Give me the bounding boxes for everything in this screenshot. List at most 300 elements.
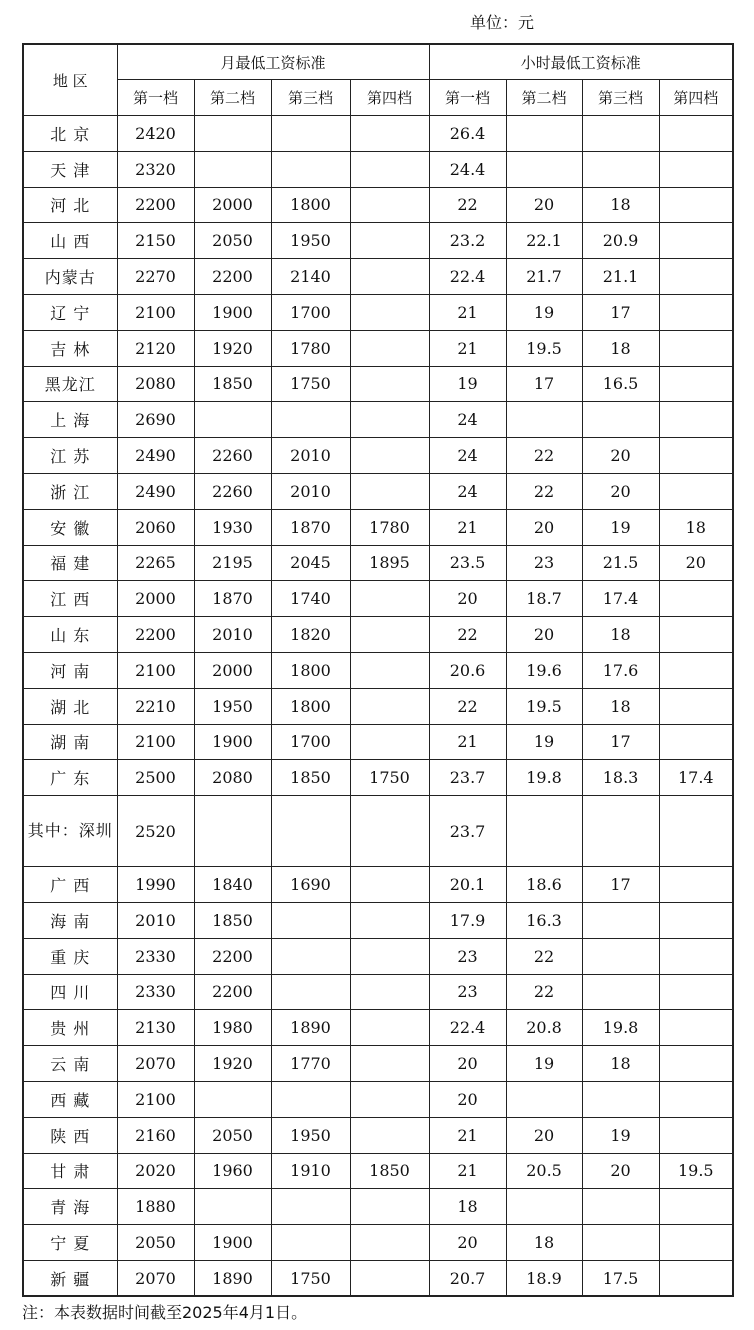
monthly-tier-1-cell: 2320 xyxy=(117,151,194,187)
hourly-tier-1-cell: 24 xyxy=(429,438,506,474)
hourly-tier-4-cell xyxy=(659,330,733,366)
monthly-tier-2-cell: 1930 xyxy=(194,509,271,545)
hourly-tier-2-cell xyxy=(506,796,582,867)
hourly-tier-4-cell xyxy=(659,366,733,402)
monthly-tier-3-cell: 1700 xyxy=(271,294,350,330)
hourly-tier-1-cell: 20.1 xyxy=(429,867,506,903)
hourly-tier-2-cell xyxy=(506,1189,582,1225)
table-row xyxy=(23,688,733,724)
hourly-tier-1-cell: 23.7 xyxy=(429,796,506,867)
hourly-tier-4-cell xyxy=(659,902,733,938)
hourly-tier-3-cell xyxy=(582,938,659,974)
hourly-tier-4-cell xyxy=(659,1081,733,1117)
monthly-tier-1-cell: 2270 xyxy=(117,259,194,295)
hourly-tier-2-cell: 19.5 xyxy=(506,688,582,724)
table-row xyxy=(23,1189,733,1225)
table-row xyxy=(23,473,733,509)
hourly-tier-1-cell: 21 xyxy=(429,1153,506,1189)
monthly-tier-1-header: 第一档 xyxy=(117,80,194,116)
hourly-tier-1-cell: 23.7 xyxy=(429,760,506,796)
monthly-tier-3-cell xyxy=(271,1225,350,1261)
monthly-tier-1-cell: 2080 xyxy=(117,366,194,402)
hourly-tier-4-cell xyxy=(659,617,733,653)
hourly-tier-1-cell: 20 xyxy=(429,1046,506,1082)
hourly-tier-3-cell: 18 xyxy=(582,330,659,366)
monthly-tier-1-cell: 2130 xyxy=(117,1010,194,1046)
region-cell: 福 建 xyxy=(23,545,117,581)
monthly-tier-4-cell xyxy=(350,438,429,474)
monthly-tier-4-cell xyxy=(350,402,429,438)
monthly-tier-4-cell: 1750 xyxy=(350,760,429,796)
monthly-tier-1-cell: 2210 xyxy=(117,688,194,724)
monthly-tier-1-cell: 1990 xyxy=(117,867,194,903)
hourly-tier-2-cell xyxy=(506,151,582,187)
hourly-tier-2-cell xyxy=(506,402,582,438)
hourly-tier-1-cell: 21 xyxy=(429,509,506,545)
hourly-tier-2-cell: 22 xyxy=(506,938,582,974)
hourly-tier-4-cell xyxy=(659,688,733,724)
monthly-tier-2-cell: 2050 xyxy=(194,223,271,259)
monthly-tier-2-cell: 2080 xyxy=(194,760,271,796)
monthly-tier-1-cell: 2150 xyxy=(117,223,194,259)
table-row xyxy=(23,1046,733,1082)
table-row xyxy=(23,938,733,974)
table-row xyxy=(23,1225,733,1261)
hourly-tier-1-cell: 23.5 xyxy=(429,545,506,581)
monthly-tier-2-cell: 1900 xyxy=(194,294,271,330)
hourly-tier-4-cell: 18 xyxy=(659,509,733,545)
monthly-tier-4-cell: 1850 xyxy=(350,1153,429,1189)
region-cell: 天 津 xyxy=(23,151,117,187)
hourly-tier-3-cell: 20.9 xyxy=(582,223,659,259)
monthly-tier-1-cell: 2000 xyxy=(117,581,194,617)
monthly-tier-3-cell xyxy=(271,402,350,438)
monthly-tier-2-cell xyxy=(194,1189,271,1225)
minimum-wage-table xyxy=(22,43,734,1297)
table-row xyxy=(23,116,733,152)
region-cell: 广 东 xyxy=(23,760,117,796)
hourly-tier-1-cell: 26.4 xyxy=(429,116,506,152)
hourly-tier-2-cell: 19.8 xyxy=(506,760,582,796)
hourly-tier-2-cell: 20 xyxy=(506,187,582,223)
hourly-tier-2-cell: 20 xyxy=(506,509,582,545)
hourly-tier-4-cell xyxy=(659,1046,733,1082)
hourly-tier-2-cell: 19 xyxy=(506,724,582,760)
region-cell: 山 东 xyxy=(23,617,117,653)
monthly-tier-2-cell xyxy=(194,402,271,438)
region-cell: 河 南 xyxy=(23,652,117,688)
monthly-tier-4-cell xyxy=(350,259,429,295)
monthly-tier-1-cell: 1880 xyxy=(117,1189,194,1225)
monthly-tier-3-cell: 1700 xyxy=(271,724,350,760)
hourly-tier-3-cell: 17 xyxy=(582,867,659,903)
hourly-tier-3-cell: 20 xyxy=(582,438,659,474)
hourly-tier-4-cell xyxy=(659,259,733,295)
monthly-tier-3-cell xyxy=(271,938,350,974)
table-row xyxy=(23,1153,733,1189)
hourly-tier-4-cell xyxy=(659,438,733,474)
monthly-tier-2-cell: 1870 xyxy=(194,581,271,617)
region-cell: 重 庆 xyxy=(23,938,117,974)
monthly-tier-3-cell: 1780 xyxy=(271,330,350,366)
monthly-tier-2-cell: 1840 xyxy=(194,867,271,903)
region-cell: 内蒙古 xyxy=(23,259,117,295)
monthly-tier-2-cell: 2010 xyxy=(194,617,271,653)
hourly-tier-1-cell: 20.7 xyxy=(429,1260,506,1296)
monthly-tier-2-cell: 2000 xyxy=(194,652,271,688)
monthly-tier-1-cell: 2020 xyxy=(117,1153,194,1189)
hourly-tier-3-cell xyxy=(582,1225,659,1261)
hourly-tier-4-cell xyxy=(659,473,733,509)
hourly-tier-4-cell: 17.4 xyxy=(659,760,733,796)
table-row xyxy=(23,509,733,545)
region-cell: 浙 江 xyxy=(23,473,117,509)
hourly-tier-1-cell: 21 xyxy=(429,294,506,330)
hourly-tier-3-cell: 17.6 xyxy=(582,652,659,688)
monthly-tier-3-cell xyxy=(271,151,350,187)
table-row xyxy=(23,366,733,402)
hourly-tier-3-cell: 20 xyxy=(582,473,659,509)
monthly-tier-2-cell: 2260 xyxy=(194,438,271,474)
region-cell: 云 南 xyxy=(23,1046,117,1082)
monthly-tier-1-cell: 2120 xyxy=(117,330,194,366)
region-cell: 河 北 xyxy=(23,187,117,223)
table-row xyxy=(23,617,733,653)
region-cell: 宁 夏 xyxy=(23,1225,117,1261)
monthly-tier-1-cell: 2010 xyxy=(117,902,194,938)
hourly-tier-3-cell: 20 xyxy=(582,1153,659,1189)
hourly-tier-1-cell: 22 xyxy=(429,688,506,724)
region-cell: 新 疆 xyxy=(23,1260,117,1296)
table-body xyxy=(23,116,733,1297)
monthly-tier-2-cell: 2000 xyxy=(194,187,271,223)
monthly-tier-3-header: 第三档 xyxy=(271,80,350,116)
hourly-tier-2-cell: 20 xyxy=(506,617,582,653)
hourly-tier-4-cell xyxy=(659,294,733,330)
monthly-tier-2-cell: 1850 xyxy=(194,902,271,938)
region-cell: 湖 北 xyxy=(23,688,117,724)
hourly-tier-3-cell xyxy=(582,1081,659,1117)
hourly-tier-2-cell xyxy=(506,1081,582,1117)
monthly-tier-4-cell xyxy=(350,617,429,653)
region-cell: 安 徽 xyxy=(23,509,117,545)
region-cell: 陕 西 xyxy=(23,1117,117,1153)
hourly-tier-1-cell: 21 xyxy=(429,724,506,760)
monthly-tier-1-cell: 2490 xyxy=(117,438,194,474)
monthly-tier-2-cell xyxy=(194,151,271,187)
hourly-tier-1-cell: 23 xyxy=(429,974,506,1010)
hourly-tier-3-cell xyxy=(582,116,659,152)
hourly-tier-2-cell: 20.8 xyxy=(506,1010,582,1046)
region-cell: 江 西 xyxy=(23,581,117,617)
table-row xyxy=(23,187,733,223)
hourly-tier-3-cell: 17.5 xyxy=(582,1260,659,1296)
hourly-tier-2-cell: 22 xyxy=(506,974,582,1010)
monthly-tier-1-cell: 2520 xyxy=(117,796,194,867)
hourly-tier-1-cell: 20 xyxy=(429,581,506,617)
hourly-tier-3-cell xyxy=(582,402,659,438)
monthly-tier-4-cell xyxy=(350,1189,429,1225)
monthly-tier-4-cell: 1895 xyxy=(350,545,429,581)
hourly-tier-2-cell: 19.6 xyxy=(506,652,582,688)
hourly-tier-3-cell xyxy=(582,151,659,187)
region-cell: 海 南 xyxy=(23,902,117,938)
monthly-tier-3-cell xyxy=(271,1189,350,1225)
monthly-tier-4-cell xyxy=(350,938,429,974)
hourly-tier-3-cell: 17 xyxy=(582,294,659,330)
table-row xyxy=(23,1260,733,1296)
hourly-tier-2-cell: 19.5 xyxy=(506,330,582,366)
table-row xyxy=(23,402,733,438)
monthly-tier-4-cell xyxy=(350,473,429,509)
table-row xyxy=(23,867,733,903)
hourly-tier-4-cell xyxy=(659,796,733,867)
monthly-tier-1-cell: 2100 xyxy=(117,1081,194,1117)
monthly-tier-4-cell xyxy=(350,1081,429,1117)
monthly-tier-4-cell xyxy=(350,796,429,867)
table-row xyxy=(23,1081,733,1117)
hourly-tier-3-cell: 18 xyxy=(582,1046,659,1082)
monthly-tier-2-cell xyxy=(194,796,271,867)
monthly-tier-1-cell: 2060 xyxy=(117,509,194,545)
table-row xyxy=(23,724,733,760)
region-cell: 四 川 xyxy=(23,974,117,1010)
monthly-tier-1-cell: 2070 xyxy=(117,1260,194,1296)
monthly-tier-4-cell xyxy=(350,724,429,760)
monthly-tier-3-cell: 1850 xyxy=(271,760,350,796)
monthly-tier-2-cell: 2195 xyxy=(194,545,271,581)
monthly-tier-4-cell xyxy=(350,1260,429,1296)
monthly-tier-2-cell xyxy=(194,116,271,152)
table-row xyxy=(23,652,733,688)
hourly-tier-2-cell xyxy=(506,116,582,152)
monthly-tier-1-cell: 2265 xyxy=(117,545,194,581)
monthly-tier-3-cell: 1800 xyxy=(271,652,350,688)
hourly-header: 小时最低工资标准 xyxy=(429,44,733,80)
hourly-tier-1-cell: 22 xyxy=(429,617,506,653)
monthly-tier-4-cell xyxy=(350,116,429,152)
hourly-tier-4-cell xyxy=(659,938,733,974)
region-header: 地 区 xyxy=(23,44,117,116)
table-row xyxy=(23,151,733,187)
hourly-tier-4-cell xyxy=(659,867,733,903)
hourly-tier-1-cell: 18 xyxy=(429,1189,506,1225)
monthly-tier-3-cell: 1910 xyxy=(271,1153,350,1189)
monthly-tier-2-cell: 2200 xyxy=(194,974,271,1010)
hourly-tier-2-cell: 18 xyxy=(506,1225,582,1261)
hourly-tier-4-cell xyxy=(659,581,733,617)
monthly-tier-3-cell xyxy=(271,1081,350,1117)
hourly-tier-4-cell xyxy=(659,974,733,1010)
hourly-tier-2-cell: 20 xyxy=(506,1117,582,1153)
hourly-tier-2-header: 第二档 xyxy=(506,80,582,116)
hourly-tier-2-cell: 19 xyxy=(506,294,582,330)
hourly-tier-4-cell xyxy=(659,1117,733,1153)
hourly-tier-3-cell: 19 xyxy=(582,1117,659,1153)
monthly-tier-2-cell: 1980 xyxy=(194,1010,271,1046)
hourly-tier-4-cell xyxy=(659,1260,733,1296)
monthly-tier-4-cell xyxy=(350,223,429,259)
monthly-tier-4-cell xyxy=(350,1046,429,1082)
hourly-tier-2-cell: 22 xyxy=(506,438,582,474)
hourly-tier-1-cell: 19 xyxy=(429,366,506,402)
hourly-tier-4-cell xyxy=(659,116,733,152)
region-cell: 西 藏 xyxy=(23,1081,117,1117)
table-row xyxy=(23,760,733,796)
table-row xyxy=(23,330,733,366)
hourly-tier-4-cell: 20 xyxy=(659,545,733,581)
hourly-tier-2-cell: 19 xyxy=(506,1046,582,1082)
hourly-tier-3-cell: 18 xyxy=(582,617,659,653)
monthly-tier-4-cell xyxy=(350,688,429,724)
hourly-tier-2-cell: 16.3 xyxy=(506,902,582,938)
monthly-tier-3-cell xyxy=(271,796,350,867)
monthly-tier-2-cell: 2200 xyxy=(194,938,271,974)
region-cell: 黑龙江 xyxy=(23,366,117,402)
hourly-tier-1-cell: 22 xyxy=(429,187,506,223)
hourly-tier-4-cell xyxy=(659,223,733,259)
monthly-tier-2-cell: 1920 xyxy=(194,330,271,366)
monthly-tier-3-cell: 1820 xyxy=(271,617,350,653)
hourly-tier-3-cell: 18.3 xyxy=(582,760,659,796)
hourly-tier-4-cell xyxy=(659,1225,733,1261)
hourly-tier-3-cell xyxy=(582,974,659,1010)
monthly-header: 月最低工资标准 xyxy=(117,44,429,80)
hourly-tier-3-header: 第三档 xyxy=(582,80,659,116)
monthly-tier-3-cell: 1950 xyxy=(271,1117,350,1153)
monthly-tier-2-cell: 2260 xyxy=(194,473,271,509)
monthly-tier-1-cell: 2100 xyxy=(117,652,194,688)
table-row xyxy=(23,438,733,474)
table-row xyxy=(23,1117,733,1153)
region-cell: 江 苏 xyxy=(23,438,117,474)
monthly-tier-4-cell xyxy=(350,187,429,223)
region-cell: 甘 肃 xyxy=(23,1153,117,1189)
monthly-tier-1-cell: 2050 xyxy=(117,1225,194,1261)
monthly-tier-1-cell: 2160 xyxy=(117,1117,194,1153)
hourly-tier-3-cell xyxy=(582,902,659,938)
monthly-tier-3-cell: 1870 xyxy=(271,509,350,545)
hourly-tier-2-cell: 18.6 xyxy=(506,867,582,903)
hourly-tier-1-cell: 23.2 xyxy=(429,223,506,259)
monthly-tier-2-cell: 1950 xyxy=(194,688,271,724)
monthly-tier-3-cell xyxy=(271,974,350,1010)
hourly-tier-3-cell: 19.8 xyxy=(582,1010,659,1046)
monthly-tier-4-cell xyxy=(350,294,429,330)
hourly-tier-1-cell: 17.9 xyxy=(429,902,506,938)
monthly-tier-3-cell xyxy=(271,902,350,938)
region-cell: 辽 宁 xyxy=(23,294,117,330)
table-row xyxy=(23,1010,733,1046)
hourly-tier-3-cell: 18 xyxy=(582,688,659,724)
hourly-tier-3-cell: 16.5 xyxy=(582,366,659,402)
monthly-tier-3-cell: 1800 xyxy=(271,688,350,724)
hourly-tier-3-cell: 17 xyxy=(582,724,659,760)
monthly-tier-4-cell xyxy=(350,330,429,366)
region-cell: 上 海 xyxy=(23,402,117,438)
monthly-tier-4-cell xyxy=(350,366,429,402)
region-cell: 北 京 xyxy=(23,116,117,152)
table-row xyxy=(23,974,733,1010)
monthly-tier-4-cell xyxy=(350,867,429,903)
monthly-tier-2-cell: 1900 xyxy=(194,1225,271,1261)
monthly-tier-1-cell: 2330 xyxy=(117,974,194,1010)
monthly-tier-2-cell: 1850 xyxy=(194,366,271,402)
hourly-tier-3-cell: 21.5 xyxy=(582,545,659,581)
monthly-tier-2-cell xyxy=(194,1081,271,1117)
monthly-tier-1-cell: 2100 xyxy=(117,294,194,330)
hourly-tier-4-cell xyxy=(659,1010,733,1046)
monthly-tier-3-cell: 1690 xyxy=(271,867,350,903)
hourly-tier-1-cell: 21 xyxy=(429,1117,506,1153)
table-row xyxy=(23,223,733,259)
hourly-tier-4-cell: 19.5 xyxy=(659,1153,733,1189)
monthly-tier-4-cell xyxy=(350,652,429,688)
table-row xyxy=(23,545,733,581)
hourly-tier-1-header: 第一档 xyxy=(429,80,506,116)
region-cell: 青 海 xyxy=(23,1189,117,1225)
table-row xyxy=(23,294,733,330)
monthly-tier-4-cell xyxy=(350,581,429,617)
footnote: 注：本表数据时间截至2025年4月1日。 xyxy=(22,1303,308,1322)
monthly-tier-4-header: 第四档 xyxy=(350,80,429,116)
monthly-tier-1-cell: 2070 xyxy=(117,1046,194,1082)
monthly-tier-4-cell xyxy=(350,151,429,187)
hourly-tier-1-cell: 24.4 xyxy=(429,151,506,187)
monthly-tier-3-cell xyxy=(271,116,350,152)
hourly-tier-4-cell xyxy=(659,402,733,438)
table-row xyxy=(23,259,733,295)
monthly-tier-2-header: 第二档 xyxy=(194,80,271,116)
region-cell: 湖 南 xyxy=(23,724,117,760)
unit-label: 单位：元 xyxy=(470,13,535,32)
hourly-tier-2-cell: 22.1 xyxy=(506,223,582,259)
monthly-tier-1-cell: 2200 xyxy=(117,187,194,223)
monthly-tier-3-cell: 1750 xyxy=(271,1260,350,1296)
hourly-tier-4-cell xyxy=(659,151,733,187)
hourly-tier-4-cell xyxy=(659,1189,733,1225)
monthly-tier-4-cell xyxy=(350,1117,429,1153)
monthly-tier-4-cell xyxy=(350,1225,429,1261)
hourly-tier-1-cell: 22.4 xyxy=(429,259,506,295)
region-cell: 山 西 xyxy=(23,223,117,259)
hourly-tier-1-cell: 24 xyxy=(429,473,506,509)
monthly-tier-2-cell: 2050 xyxy=(194,1117,271,1153)
monthly-tier-1-cell: 2500 xyxy=(117,760,194,796)
monthly-tier-1-cell: 2690 xyxy=(117,402,194,438)
monthly-tier-3-cell: 1740 xyxy=(271,581,350,617)
monthly-tier-1-cell: 2200 xyxy=(117,617,194,653)
hourly-tier-2-cell: 22 xyxy=(506,473,582,509)
monthly-tier-3-cell: 1800 xyxy=(271,187,350,223)
hourly-tier-2-cell: 18.9 xyxy=(506,1260,582,1296)
region-cell: 贵 州 xyxy=(23,1010,117,1046)
hourly-tier-4-header: 第四档 xyxy=(659,80,733,116)
monthly-tier-1-cell: 2100 xyxy=(117,724,194,760)
monthly-tier-4-cell xyxy=(350,902,429,938)
hourly-tier-3-cell: 17.4 xyxy=(582,581,659,617)
monthly-tier-3-cell: 1890 xyxy=(271,1010,350,1046)
monthly-tier-2-cell: 2200 xyxy=(194,259,271,295)
monthly-tier-2-cell: 1900 xyxy=(194,724,271,760)
hourly-tier-1-cell: 20 xyxy=(429,1081,506,1117)
table-row xyxy=(23,581,733,617)
hourly-tier-3-cell: 19 xyxy=(582,509,659,545)
region-cell: 其中：深圳 xyxy=(23,796,117,867)
hourly-tier-2-cell: 20.5 xyxy=(506,1153,582,1189)
hourly-tier-3-cell: 21.1 xyxy=(582,259,659,295)
hourly-tier-2-cell: 17 xyxy=(506,366,582,402)
